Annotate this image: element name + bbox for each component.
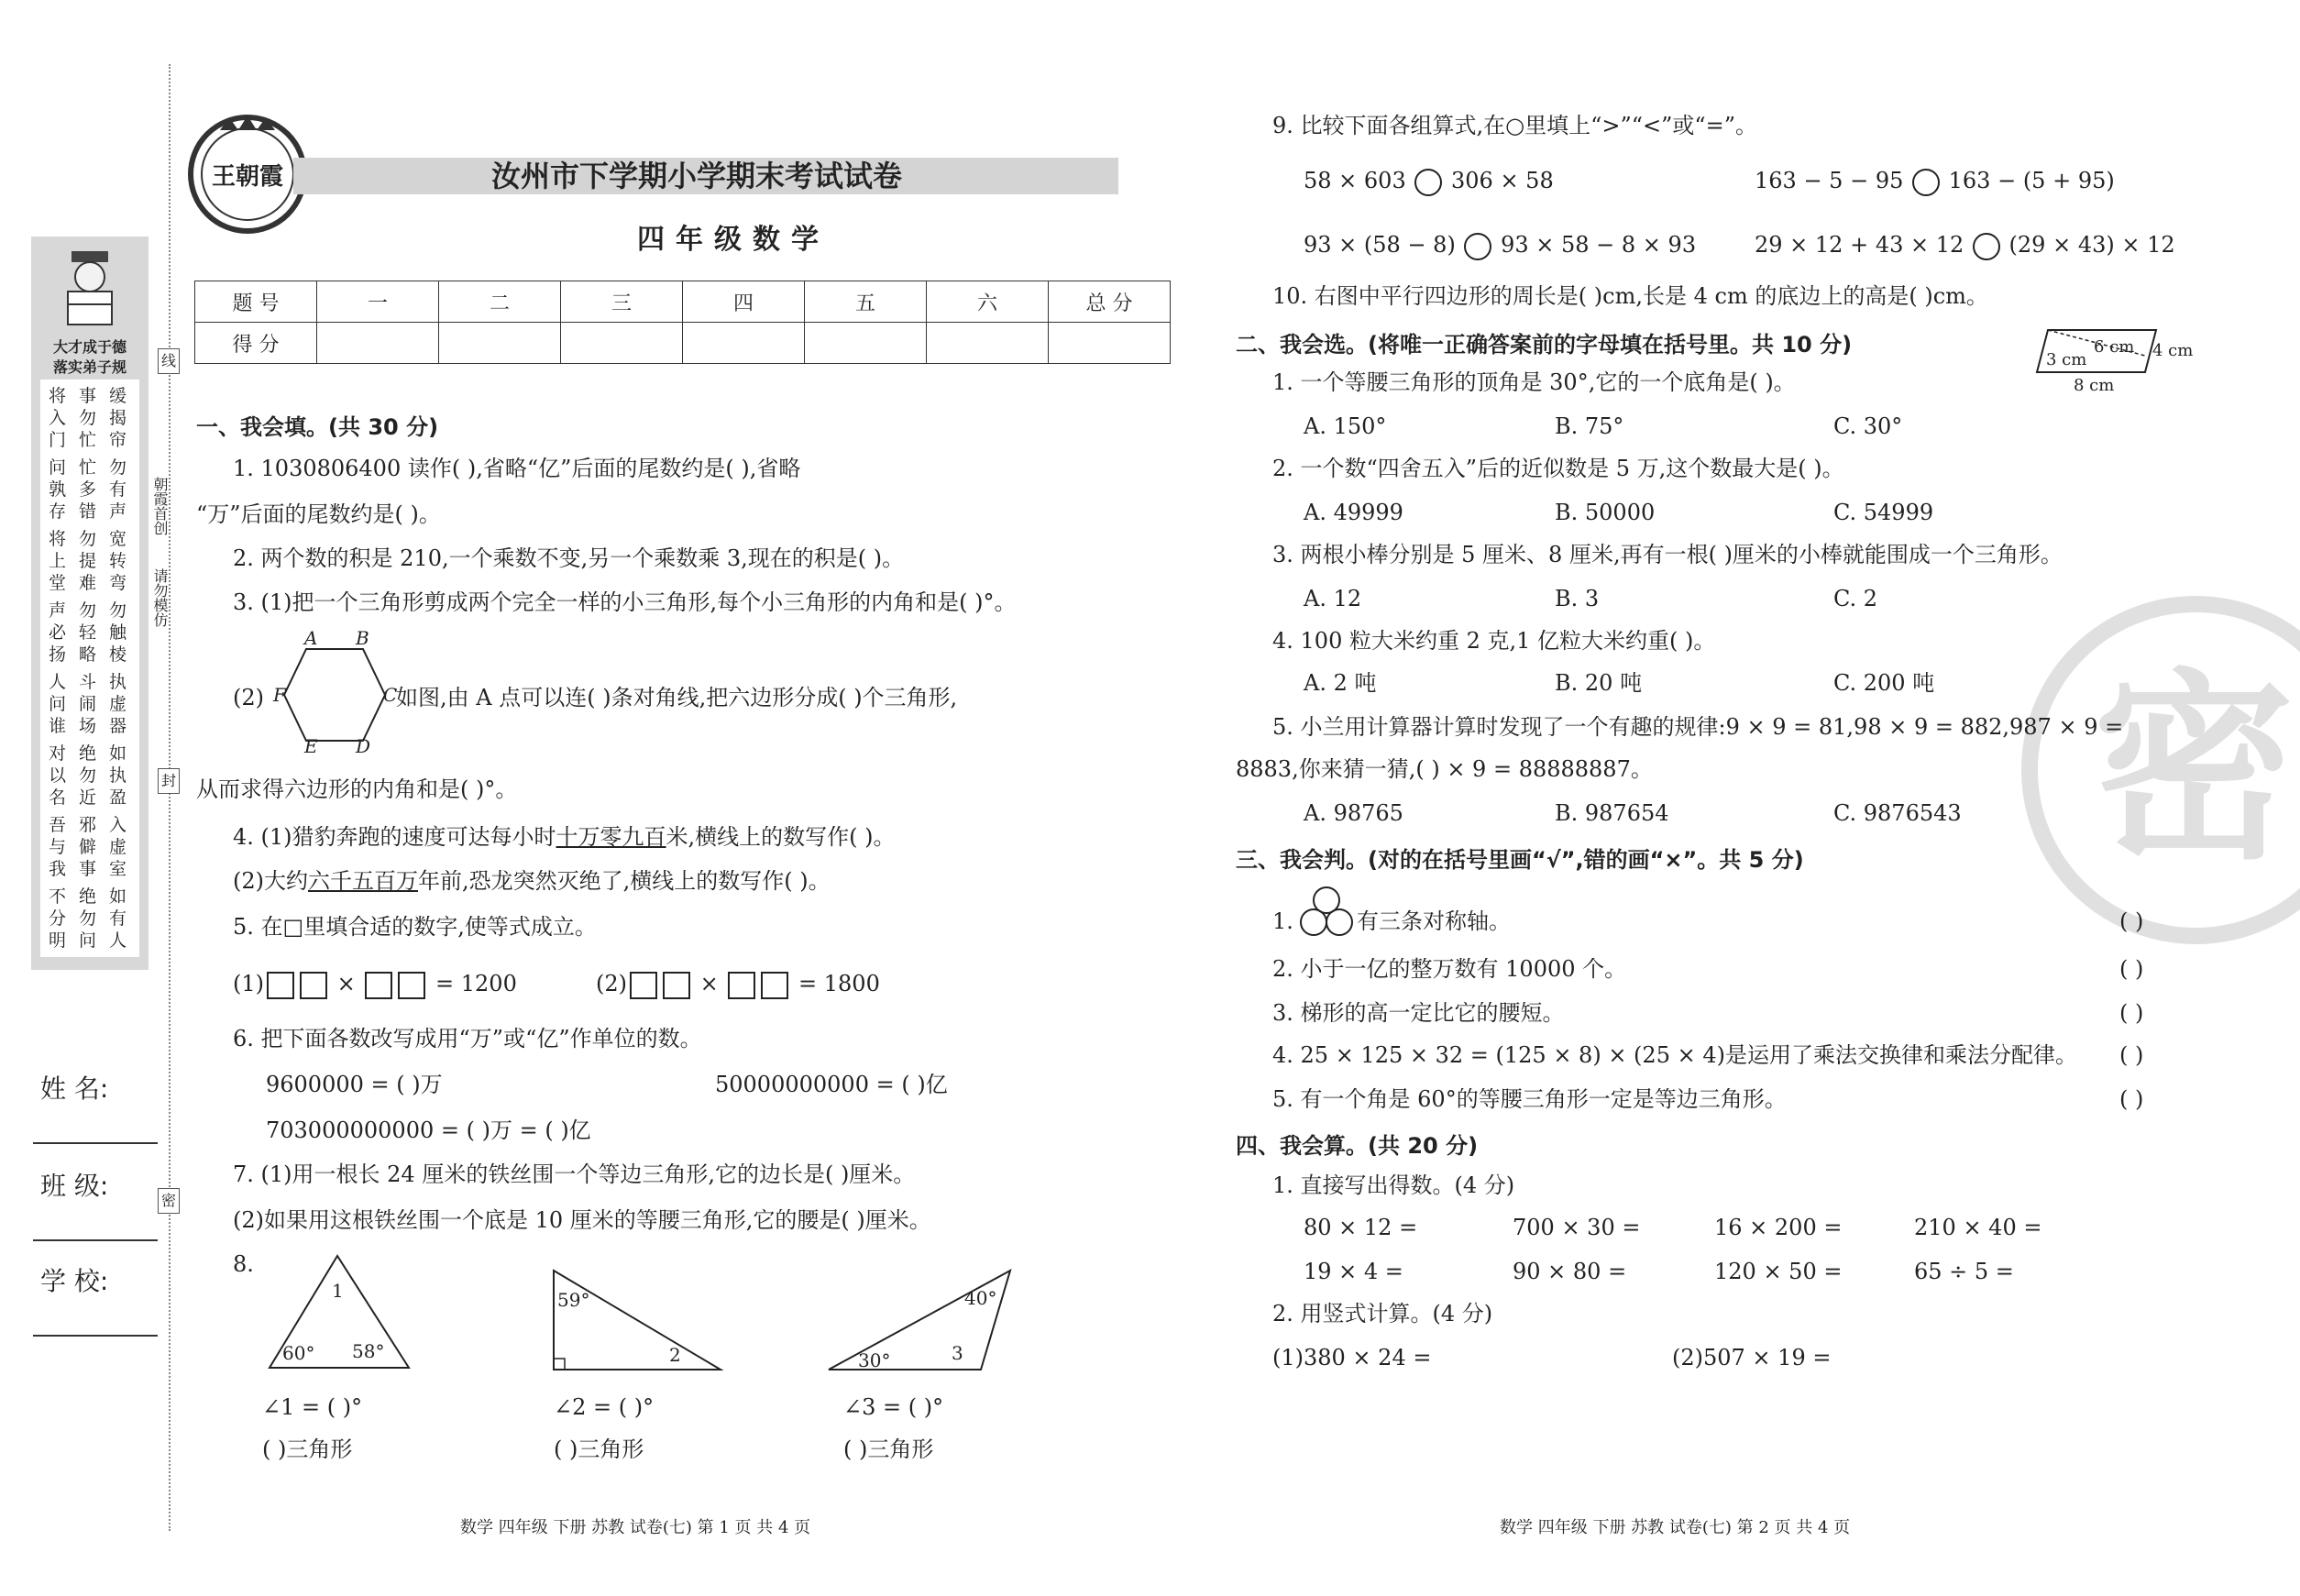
digit-box[interactable]: [761, 972, 788, 999]
judge-answer-2[interactable]: ( ): [2119, 956, 2144, 982]
choice-q4-a: A. 2 吨: [1304, 670, 1377, 696]
motto-column: 事勿忙: [79, 386, 97, 450]
choice-q5-b: B. 987654: [1555, 800, 1669, 826]
triangle-1-type: ( )三角形: [262, 1436, 353, 1462]
compare-circle[interactable]: [1414, 169, 1442, 196]
q3-part-1: 3. (1)把一个三角形剪成两个完全一样的小三角形,每个小三角形的内角和是( )°。: [233, 589, 1017, 615]
seal-vertical-1: 朝霞首创: [151, 477, 169, 535]
q4a-underlined: 十万零九百: [556, 824, 666, 850]
choice-q4-c: C. 200 吨: [1833, 670, 1935, 696]
para-label-3cm: 3 cm: [2046, 350, 2087, 369]
q5: 5. 在□里填合适的数字,使等式成立。: [233, 914, 597, 940]
triangle-2-figure: [550, 1267, 724, 1373]
parallelogram-figure: [2035, 325, 2200, 398]
q1-line-b: “万”后面的尾数约是( )。: [196, 501, 441, 527]
motto-column: 人问谁: [49, 672, 67, 736]
q6-item-1: 9600000 = ( )万: [266, 1072, 443, 1097]
q9: 9. 比较下面各组算式,在○里填上“>”“<”或“=”。: [1272, 113, 1758, 138]
q7-part-2: (2)如果用这根铁丝围一个底是 10 厘米的等腰三角形,它的腰是( )厘米。: [233, 1207, 931, 1233]
three-circles-figure: [1298, 886, 1355, 939]
q9c-left: 93 × (58 − 8): [1304, 232, 1456, 258]
times-sign: ×: [699, 971, 719, 996]
q5b-label: (2): [596, 971, 627, 996]
motto-column: 勿触棱: [109, 600, 127, 665]
score-cell[interactable]: [439, 323, 561, 364]
judge-answer-5[interactable]: ( ): [2119, 1086, 2144, 1112]
para-label-8cm: 8 cm: [2074, 376, 2115, 395]
choice-q5-line-a: 5. 小兰用计算器计算时发现了一个有趣的规律:9 × 9 = 81,98 × 9 = 882,987 × 9 =: [1272, 714, 2124, 740]
compare-circle[interactable]: [1973, 233, 2000, 260]
q2: 2. 两个数的积是 210,一个乘数不变,另一个乘数乘 3,现在的积是( )。: [233, 545, 905, 571]
q5b-result: = 1800: [798, 971, 880, 996]
footer-page-1: 数学 四年级 下册 苏教 试卷(七) 第 1 页 共 4 页: [460, 1518, 811, 1537]
q4-part-1: [233, 823, 896, 851]
score-header-cell: 三: [561, 281, 683, 323]
secret-stamp: [2021, 596, 2300, 944]
q4a-pre: 4. (1)猎豹奔跑的速度可达每小时: [233, 824, 556, 850]
seal-vertical-2: 请勿模仿: [151, 568, 169, 627]
q5a-label: (1): [233, 971, 264, 996]
q9b-right: 163 − (5 + 95): [1948, 168, 2115, 193]
triangle-3-type: ( )三角形: [843, 1436, 934, 1462]
secret-stamp-text: 密: [2093, 649, 2295, 886]
school-line[interactable]: [33, 1335, 158, 1337]
choice-q5-line-b: 8883,你来猜一猜,( ) × 9 = 88888887。: [1236, 756, 1653, 782]
compare-circle[interactable]: [1912, 169, 1940, 196]
q5-equation-2: [596, 970, 880, 999]
motto-column: 如有人: [109, 886, 127, 951]
q6-item-3: 703000000000 = ( )万 = ( )亿: [266, 1117, 591, 1143]
hex-label-e: E: [304, 735, 318, 757]
para-label-4cm: 4 cm: [2152, 341, 2194, 360]
tri2-angle-2: 2: [669, 1344, 681, 1366]
hex-label-f: F: [273, 684, 286, 706]
angle-1-answer: ∠1 = ( )°: [262, 1394, 363, 1420]
q4-part-2: [233, 867, 831, 895]
calc-item: 16 × 200 =: [1714, 1215, 1843, 1240]
score-header-cell: 四: [683, 281, 805, 323]
motto-column: 缓揭帘: [109, 386, 127, 450]
judge-q2: 2. 小于一亿的整万数有 10000 个。: [1272, 956, 1627, 982]
calc-item: 19 × 4 =: [1304, 1259, 1403, 1284]
para-label-6cm: 6 cm: [2094, 337, 2135, 357]
motto-column: 对以名: [49, 743, 67, 808]
motto-column: 吾与我: [49, 815, 67, 879]
score-header-cell: 题 号: [195, 281, 317, 323]
motto-column: 声必扬: [49, 600, 67, 665]
vertical-calc-1: (1)380 × 24 =: [1272, 1345, 1432, 1370]
choice-q4: 4. 100 粒大米约重 2 克,1 亿粒大米约重( )。: [1272, 628, 1716, 654]
motto-column: 邪僻事: [79, 815, 97, 879]
judge-q5: 5. 有一个角是 60°的等腰三角形一定是等边三角形。: [1272, 1086, 1787, 1112]
tri3-angle-30: 30°: [858, 1349, 891, 1371]
calc-item: 120 × 50 =: [1714, 1259, 1843, 1284]
judge-answer-4[interactable]: ( ): [2119, 1042, 2144, 1068]
score-cell[interactable]: [683, 323, 805, 364]
motto-column: 执虚器: [109, 672, 127, 736]
tri3-angle-40: 40°: [964, 1287, 997, 1309]
motto-column: 绝勿近: [79, 743, 97, 808]
motto-column: 将入门: [49, 386, 67, 450]
choice-q1-b: B. 75°: [1555, 413, 1624, 439]
exam-subtitle: 四年级数学: [637, 224, 830, 256]
q5a-result: = 1200: [435, 971, 517, 996]
q6: 6. 把下面各数改写成用“万”或“亿”作单位的数。: [233, 1026, 702, 1051]
digit-box[interactable]: [630, 972, 657, 999]
choice-q3-a: A. 12: [1304, 586, 1362, 611]
motto-column: 勿提难: [79, 529, 97, 593]
tri3-angle-3: 3: [952, 1342, 963, 1364]
name-line[interactable]: [33, 1142, 158, 1144]
section-1-title: 一、我会填。(共 30 分): [196, 414, 439, 440]
hex-label-c: C: [383, 684, 398, 706]
section-3-title: 三、我会判。(对的在括号里画“√”,错的画“×”。共 5 分): [1236, 847, 1804, 873]
q3-part-2: 如图,由 A 点可以连( )条对角线,把六边形分成( )个三角形,: [396, 685, 958, 710]
cut-mark-seal: 封: [158, 768, 180, 794]
judge-q1-label: 1.: [1272, 908, 1293, 934]
digit-box[interactable]: [663, 972, 690, 999]
q4b-pre: (2)大约: [233, 868, 308, 894]
brand-logo-text: 王朝霞: [211, 163, 283, 191]
tri1-angle-1: 1: [332, 1280, 344, 1302]
motto-column: 忙多错: [79, 457, 97, 522]
q9-compare-4: [1755, 231, 2175, 260]
section-2-title: 二、我会选。(将唯一正确答案前的字母填在括号里。共 10 分): [1236, 332, 1853, 358]
choice-q5-c: C. 9876543: [1833, 800, 1962, 826]
motto-column: 不分明: [49, 886, 67, 951]
school-label: 学 校:: [40, 1266, 109, 1296]
class-label: 班 级:: [40, 1171, 109, 1201]
name-label: 姓 名:: [40, 1073, 109, 1104]
cut-mark-secret: 密: [158, 1188, 180, 1214]
choice-q2-c: C. 54999: [1833, 500, 1934, 525]
choice-q3-b: B. 3: [1555, 586, 1600, 611]
q1-line-a: 1. 1030806400 读作( ),省略“亿”后面的尾数约是( ),省略: [233, 456, 801, 481]
choice-q1: 1. 一个等腰三角形的顶角是 30°,它的一个底角是( )。: [1272, 369, 1796, 395]
section-4-title: 四、我会算。(共 20 分): [1236, 1133, 1479, 1159]
q9-compare-2: [1755, 167, 2115, 196]
q9d-right: (29 × 43) × 12: [2008, 232, 2175, 258]
triangle-2-type: ( )三角形: [554, 1436, 644, 1462]
tri2-angle-59: 59°: [557, 1289, 590, 1311]
q4b-post: 年前,恐龙突然灭绝了,横线上的数写作( )。: [418, 868, 831, 894]
motto-column: 绝勿问: [79, 886, 97, 951]
judge-q4: 4. 25 × 125 × 32 = (125 × 8) × (25 × 4)是运用了乘法交换律和乘法分配律。: [1272, 1042, 2077, 1068]
hexagon-figure: [271, 627, 400, 757]
score-cell[interactable]: [317, 323, 439, 364]
times-sign: ×: [336, 971, 356, 996]
q9a-left: 58 × 603: [1304, 168, 1406, 193]
digit-box[interactable]: [728, 972, 755, 999]
digit-box[interactable]: [365, 972, 392, 999]
calc-part-1: 1. 直接写出得数。(4 分): [1272, 1172, 1515, 1198]
q7-part-1: 7. (1)用一根长 24 厘米的铁丝围一个等边三角形,它的边长是( )厘米。: [233, 1161, 916, 1187]
score-header-cell: 一: [317, 281, 439, 323]
angle-2-answer: ∠2 = ( )°: [554, 1394, 655, 1420]
score-cell[interactable]: [1049, 323, 1171, 364]
footer-page-2: 数学 四年级 下册 苏教 试卷(七) 第 2 页 共 4 页: [1500, 1518, 1851, 1537]
score-header-cell: 总 分: [1049, 281, 1171, 323]
choice-q2: 2. 一个数“四舍五入”后的近似数是 5 万,这个数最大是( )。: [1272, 456, 1844, 481]
binding-dotted-line: [169, 64, 171, 1531]
calc-item: 210 × 40 =: [1914, 1215, 2042, 1240]
mascot-icon: [59, 248, 121, 330]
brand-logo: [183, 110, 312, 238]
score-cell[interactable]: [805, 323, 927, 364]
digit-box[interactable]: [267, 972, 294, 999]
q4b-underlined: 六千五百万: [308, 868, 418, 894]
motto-column: 斗闹场: [79, 672, 97, 736]
score-row-label: 得 分: [195, 323, 317, 364]
logo-caption-2: 落实弟子规: [52, 358, 127, 376]
calc-item: 80 × 12 =: [1304, 1215, 1418, 1240]
motto-column: 如执盈: [109, 743, 127, 808]
motto-column: 入虚室: [109, 815, 127, 879]
motto-column: 勿有声: [109, 457, 127, 522]
q5-equation-1: [233, 970, 517, 999]
choice-q2-a: A. 49999: [1304, 500, 1403, 525]
score-header-cell: 六: [927, 281, 1049, 323]
hex-label-b: B: [356, 627, 369, 649]
motto-column: 将上堂: [49, 529, 67, 593]
calc-item: 700 × 30 =: [1513, 1215, 1641, 1240]
choice-q3-c: C. 2: [1833, 586, 1878, 611]
calc-item: 65 ÷ 5 =: [1914, 1259, 2014, 1284]
compare-circle[interactable]: [1464, 233, 1491, 260]
angle-3-answer: ∠3 = ( )°: [843, 1394, 944, 1420]
score-header-cell: 二: [439, 281, 561, 323]
triangle-3-figure: [825, 1267, 1018, 1373]
q6-item-2: 50000000000 = ( )亿: [715, 1072, 948, 1097]
tri1-angle-58: 58°: [352, 1340, 385, 1362]
exam-title: 汝州市下学期小学期末考试试卷: [490, 159, 902, 193]
score-cell[interactable]: [561, 323, 683, 364]
digit-box[interactable]: [398, 972, 425, 999]
q10: 10. 右图中平行四边形的周长是( )cm,长是 4 cm 的底边上的高是( )cm。: [1272, 283, 1988, 309]
judge-q3: 3. 梯形的高一定比它的腰短。: [1272, 1000, 1565, 1026]
choice-q2-b: B. 50000: [1555, 500, 1656, 525]
q3-part-3: 从而求得六边形的内角和是( )°。: [196, 776, 518, 802]
logo-caption-1: 大才成于德: [52, 338, 127, 356]
q9a-right: 306 × 58: [1451, 168, 1554, 193]
q9-compare-3: [1304, 231, 1696, 260]
q9d-left: 29 × 12 + 43 × 12: [1755, 232, 1964, 258]
tri1-angle-60: 60°: [282, 1342, 315, 1364]
score-header-cell: 五: [805, 281, 927, 323]
q4a-post: 米,横线上的数写作( )。: [666, 824, 896, 850]
triangle-1-figure: [266, 1252, 413, 1371]
choice-q1-c: C. 30°: [1833, 413, 1903, 439]
calc-part-2: 2. 用竖式计算。(4 分): [1272, 1301, 1493, 1326]
digit-box[interactable]: [300, 972, 327, 999]
hex-label-d: D: [356, 735, 371, 757]
cut-mark-line: 线: [158, 348, 180, 374]
q9c-right: 93 × 58 − 8 × 93: [1501, 232, 1697, 258]
choice-q5-a: A. 98765: [1304, 800, 1403, 826]
judge-answer-1[interactable]: ( ): [2119, 908, 2144, 934]
choice-q4-b: B. 20 吨: [1555, 670, 1643, 696]
calc-item: 90 × 80 =: [1513, 1259, 1627, 1284]
q9-compare-1: [1304, 167, 1554, 196]
choice-q1-a: A. 150°: [1304, 413, 1387, 439]
motto-column: 问孰存: [49, 457, 67, 522]
judge-q1: 有三条对称轴。: [1357, 908, 1511, 934]
class-line[interactable]: [33, 1239, 158, 1241]
motto-column: 宽转弯: [109, 529, 127, 593]
choice-q3: 3. 两根小棒分别是 5 厘米、8 厘米,再有一根( )厘米的小棒就能围成一个三角形。: [1272, 542, 2063, 567]
motto-column: 勿轻略: [79, 600, 97, 665]
q9b-left: 163 − 5 − 95: [1755, 168, 1904, 193]
vertical-calc-2: (2)507 × 19 =: [1672, 1345, 1832, 1370]
score-table: [194, 281, 1171, 364]
score-cell[interactable]: [927, 323, 1049, 364]
hex-label-a: A: [304, 627, 318, 649]
q8-label: 8.: [233, 1251, 254, 1277]
judge-answer-3[interactable]: ( ): [2119, 1000, 2144, 1026]
q3-part-2-label: (2): [233, 685, 264, 710]
